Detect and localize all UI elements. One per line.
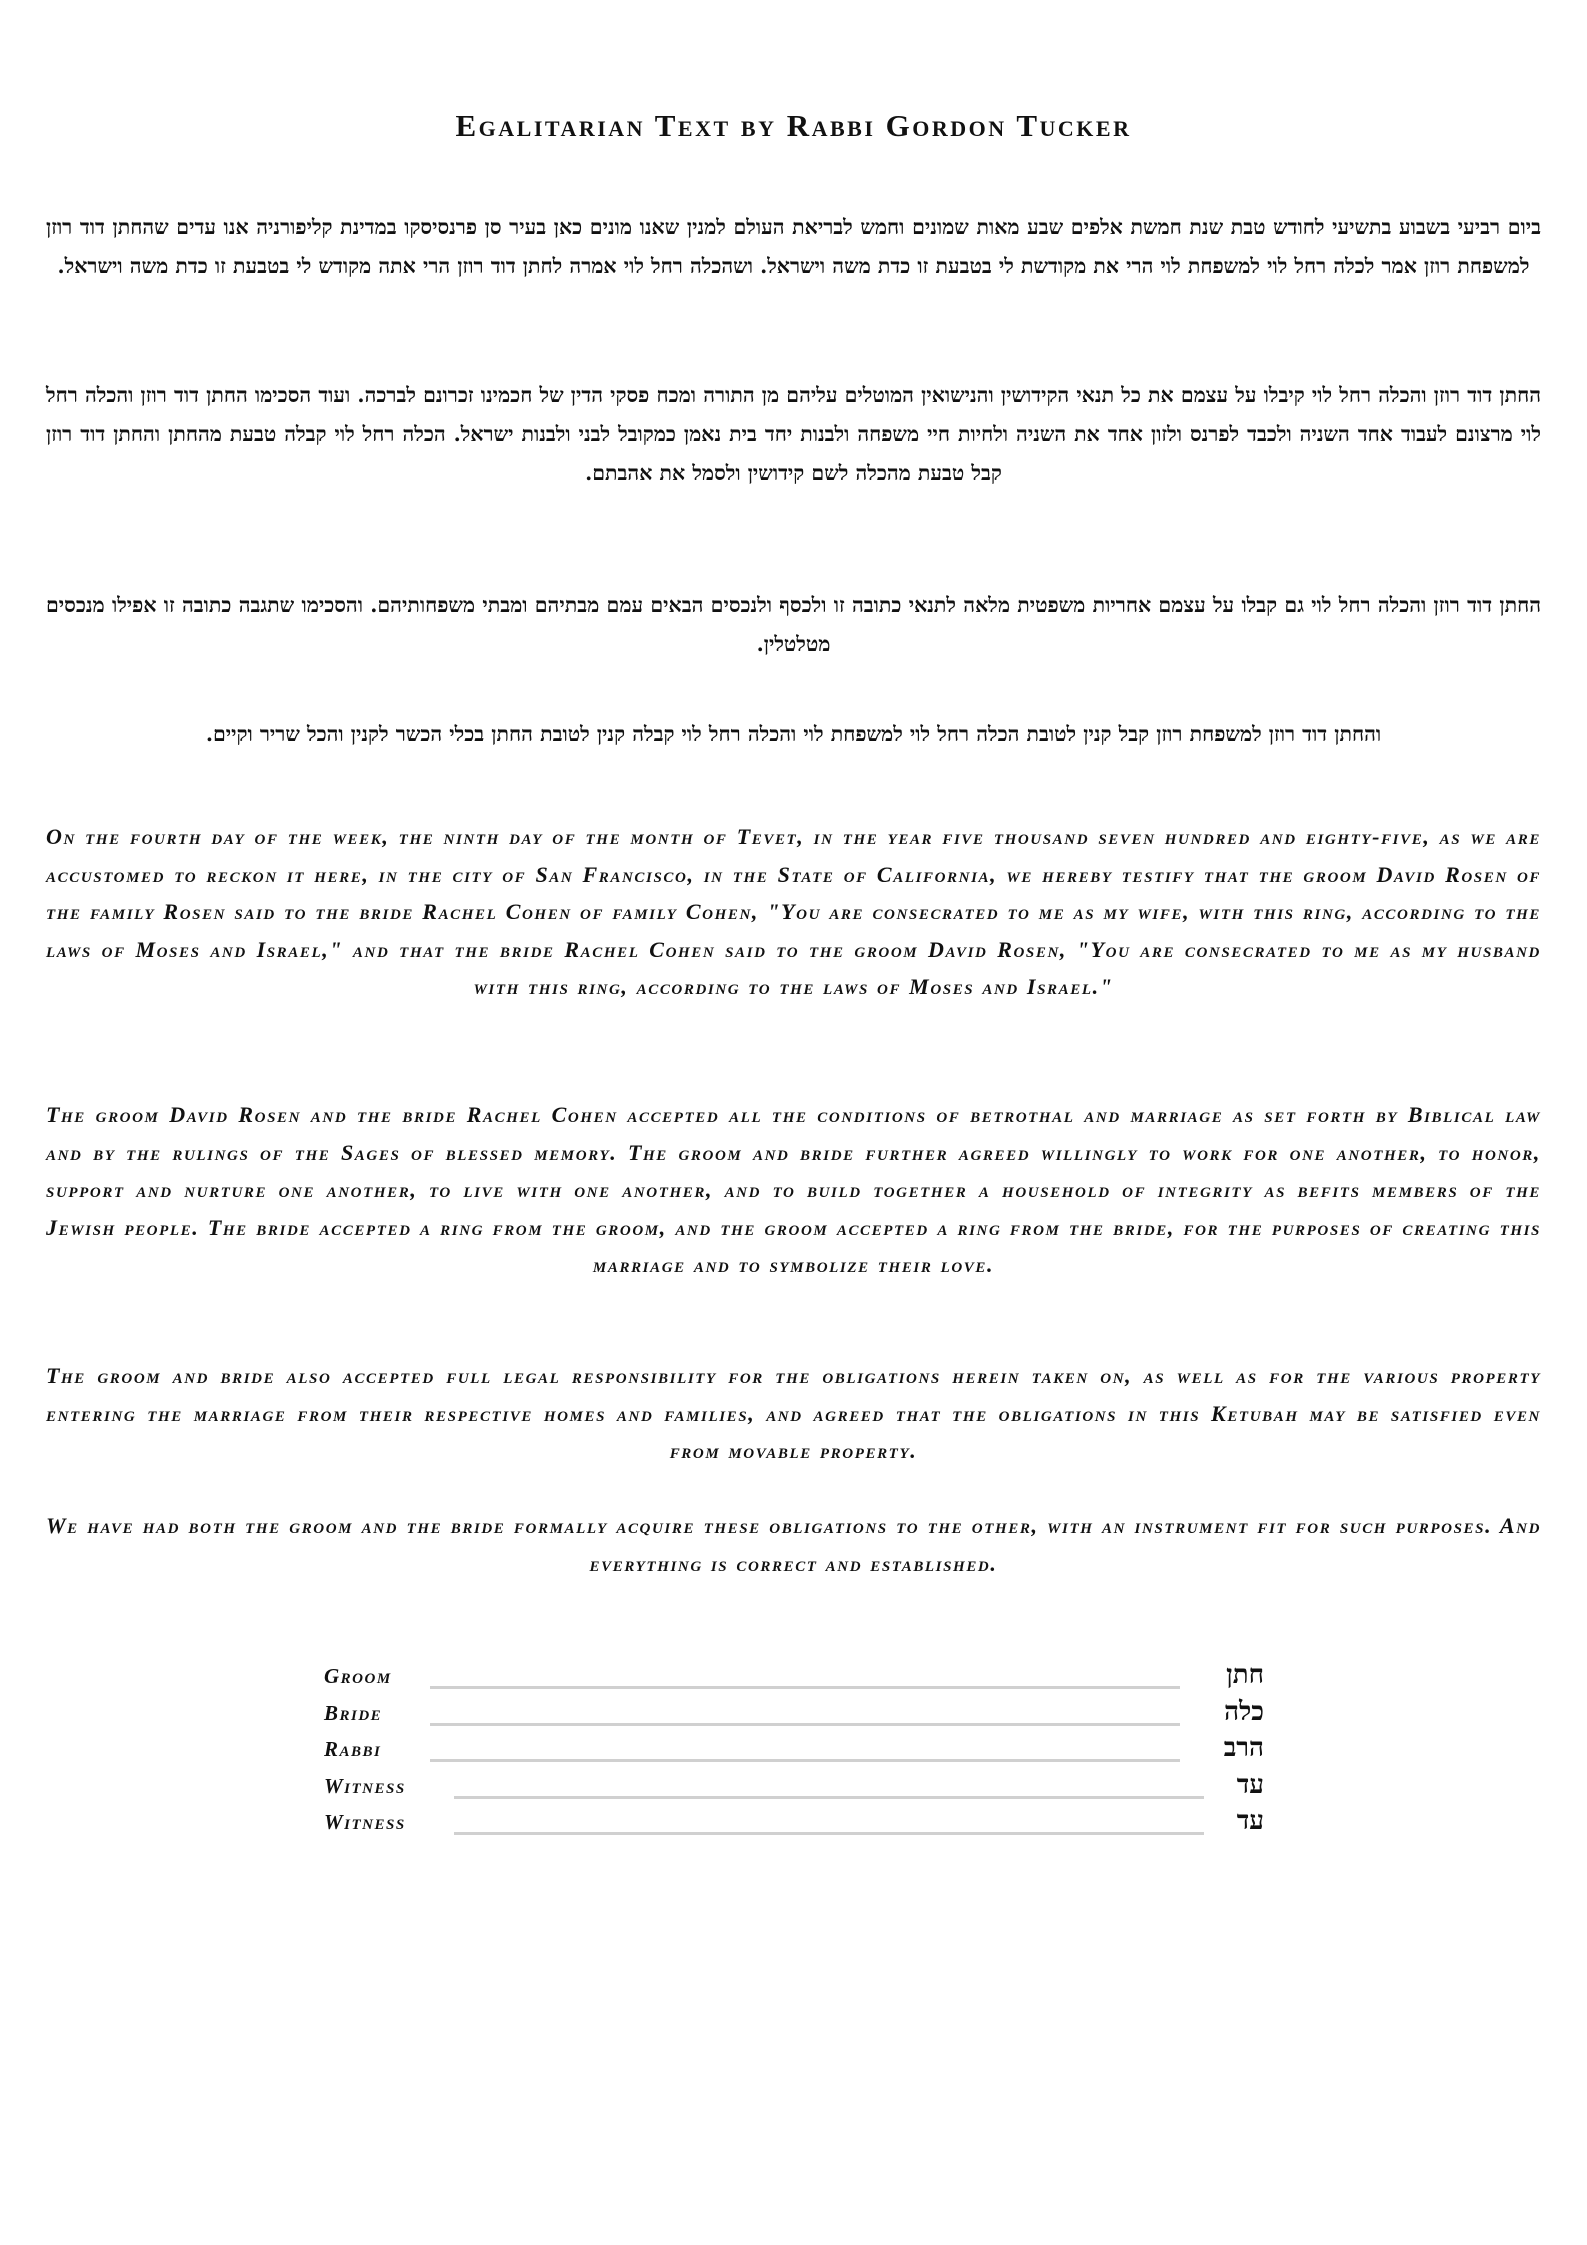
signature-row-rabbi bbox=[324, 1733, 1264, 1770]
signature-hebrew-label: עד bbox=[1236, 1806, 1264, 1836]
signature-block bbox=[324, 1660, 1264, 1843]
hebrew-paragraph-2: החתן דוד רוזן והכלה רחל לוי קיבלו על עצמם את כל תנאי הקידושין והנישואין המוטלים עליהם מן התורה ומכח פסקי הדין של חכמינו זכרונם לברכה. ועוד הסכימו החתן דוד רוזן והכלה רחל לוי מרצונם לעבוד אחד השניה ולכבד לפרנס ולזון אחד את השניה ולחיות חיי משפחה ולבנות יחד בית נאמן כמקובל לבני ולבנות ישראל. הכלה רחל לוי קבלה טבעת מהחתן והחתן דוד רוזן קבל טבעת מהכלה לשם קידושין ולסמל את אהבתם. bbox=[46, 383, 1541, 485]
document-title: Egalitarian Text by Rabbi Gordon Tucker bbox=[455, 108, 1132, 143]
hebrew-paragraph-3: החתן דוד רוזן והכלה רחל לוי גם קבלו על עצמם אחריות משפטית מלאה לתנאי כתובה זו ולכסף ולנכסים הבאים עמם מבתיהם ומבתי משפחותיהם. והסכימו שתגבה כתובה זו אפילו מנכסים מטלטלין. bbox=[46, 593, 1541, 656]
signature-hebrew-label: חתן bbox=[1226, 1660, 1264, 1690]
signature-line[interactable] bbox=[430, 1723, 1180, 1726]
signature-line[interactable] bbox=[454, 1796, 1204, 1799]
signature-hebrew-label: עד bbox=[1236, 1769, 1264, 1800]
english-paragraph-3: The groom and bride also accepted full legal responsibility for the obligations herein taken on, as well as for the various property entering the marriage from their respective homes and families, and agreed that the obligations in this Ketubah may be satisfied even from movable property. bbox=[46, 1363, 1541, 1464]
signature-label: Rabbi bbox=[324, 1737, 382, 1761]
signature-label: Groom bbox=[324, 1664, 392, 1688]
signature-row-groom bbox=[324, 1660, 1264, 1697]
signature-line[interactable] bbox=[430, 1686, 1180, 1689]
signature-row-witness-1 bbox=[324, 1770, 1264, 1807]
english-paragraph-4: We have had both the groom and the bride formally acquire these obligations to the other, with an instrument fit for such purposes. And everything is correct and established. bbox=[46, 1513, 1541, 1576]
signature-label: Witness bbox=[324, 1773, 406, 1798]
signature-label: Bride bbox=[324, 1700, 383, 1725]
english-paragraph-2: The groom David Rosen and the bride Rachel Cohen accepted all the conditions of betrothal and marriage as set forth by Biblical law and by the rulings of the Sages of blessed memory. The groom and bride further agreed willingly to work for one another, to honor, support and nurture one another, to live with one another, and to build together a household of integrity as befits members of the Jewish people. The bride accepted a ring from the groom, and the groom accepted a ring from the bride, for the purposes of creating this marriage and to symbolize their love. bbox=[46, 1102, 1541, 1278]
signature-hebrew-label: כלה bbox=[1224, 1696, 1264, 1727]
signature-line[interactable] bbox=[454, 1832, 1204, 1835]
hebrew-paragraph-1: ביום רביעי בשבוע בתשיעי לחודש טבת שנת חמשת אלפים שבע מאות שמונים וחמש לבריאת העולם למנין שאנו מונים כאן בעיר סן פרנסיסקו במדינת קליפורניה אנו עדים שהחתן דוד רוזן למשפחת רוזן אמר לכלה רחל לוי למשפחת לוי הרי את מקודשת לי בטבעת זו כדת משה וישראל. ושהכלה רחל לוי אמרה לחתן דוד רוזן הרי אתה מקודש לי בטבעת זו כדת משה וישראל. bbox=[46, 215, 1541, 278]
signature-hebrew-label: הרב bbox=[1223, 1733, 1264, 1763]
english-paragraph-1: On the fourth day of the week, the ninth day of the month of Tevet, in the year five thousand seven hundred and eighty-five, as we are accustomed to reckon it here, in the city of San Francisco, in the State of California, we hereby testify that the groom David Rosen of the family Rosen said to the bride Rachel Cohen of family Cohen, "You are consecrated to me as my wife, with this ring, according to the laws of Moses and Israel," and that the bride Rachel Cohen said to the groom David Rosen, "You are consecrated to me as my husband with this ring, according to the laws of Moses and Israel." bbox=[46, 824, 1541, 1000]
signature-row-witness-2 bbox=[324, 1806, 1264, 1843]
signature-row-bride bbox=[324, 1697, 1264, 1734]
hebrew-paragraph-4: והחתן דוד רוזן למשפחת רוזן קבל קנין לטובת הכלה רחל לוי למשפחת לוי והכלה רחל לוי קבלה קנין לטובת החתן בכלי הכשר לקנין והכל שריר וקיים. bbox=[205, 722, 1382, 746]
signature-line[interactable] bbox=[430, 1759, 1180, 1762]
signature-label: Witness bbox=[324, 1810, 406, 1834]
